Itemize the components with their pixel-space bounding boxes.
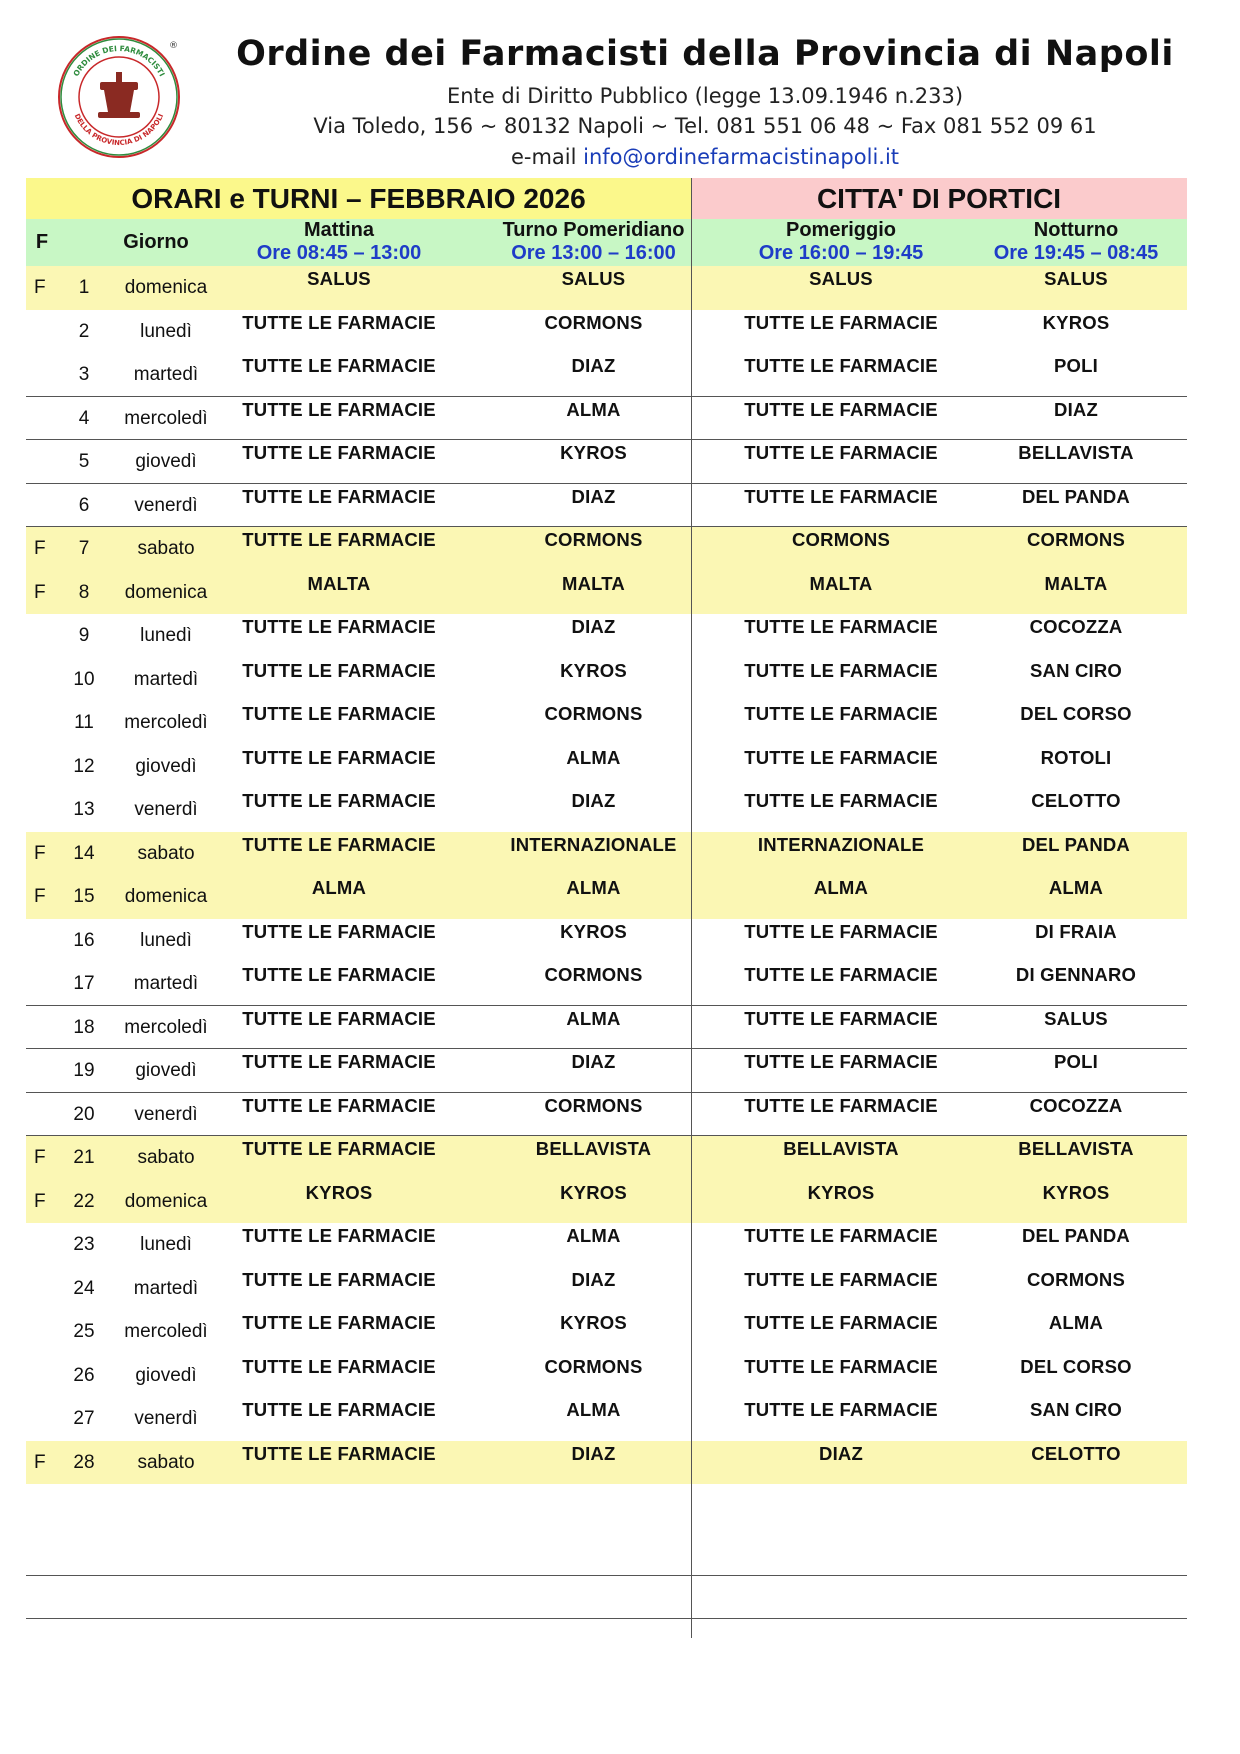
table-row (26, 1354, 1187, 1398)
table-row (26, 745, 1187, 789)
turno-pomeriggio: TUTTE LE FARMACIE (744, 485, 938, 507)
col-pomeridiano-hours: Ore 13:00 – 16:00 (511, 242, 676, 264)
table-row (26, 266, 1187, 310)
day-number: 27 (73, 1408, 95, 1429)
turno-pomeriggio: MALTA (809, 572, 873, 594)
turno-pomeridiano: DIAZ (571, 1442, 616, 1464)
turno-pomeriggio: TUTTE LE FARMACIE (744, 442, 938, 463)
col-notturno-label: Notturno (1033, 219, 1119, 241)
day-name: venerdì (134, 799, 198, 820)
table-row (26, 1267, 1187, 1311)
turno-notturno: DI FRAIA (1035, 920, 1117, 942)
turno-pomeriggio: KYROS (807, 1181, 875, 1203)
turno-mattina: TUTTE LE FARMACIE (242, 398, 436, 420)
turno-pomeridiano: MALTA (562, 572, 625, 594)
day-name: mercoledì (124, 1321, 208, 1342)
day-number: 8 (78, 581, 90, 603)
col-mattina-label: Mattina (304, 219, 374, 241)
turno-mattina: TUTTE LE FARMACIE (242, 1268, 436, 1290)
day-name: giovedì (135, 1060, 197, 1081)
col-pomeridiano-header (471, 219, 716, 266)
turno-notturno: KYROS (1042, 1181, 1110, 1203)
turno-pomeridiano: CORMONS (544, 529, 643, 550)
turno-pomeriggio: TUTTE LE FARMACIE (744, 920, 938, 942)
turno-pomeridiano: KYROS (560, 1312, 627, 1333)
col-mattina-hours: Ore 08:45 – 13:00 (256, 242, 422, 264)
day-number: 24 (73, 1277, 95, 1299)
day-number: 20 (73, 1103, 95, 1125)
table-row (26, 614, 1187, 658)
turno-mattina: TUTTE LE FARMACIE (242, 1007, 436, 1029)
col-pomeriggio-label: Pomeriggio (785, 219, 896, 241)
turno-pomeridiano: ALMA (566, 1007, 621, 1029)
day-number: 16 (73, 929, 95, 951)
turno-notturno: DEL CORSO (1020, 703, 1132, 724)
turno-notturno: COCOZZA (1029, 1094, 1123, 1116)
turno-pomeriggio: TUTTE LE FARMACIE (744, 790, 938, 811)
day-name: giovedì (135, 755, 197, 777)
turno-mattina: TUTTE LE FARMACIE (242, 703, 436, 724)
turno-notturno: SAN CIRO (1029, 1399, 1123, 1420)
table-row (26, 1310, 1187, 1354)
email-link[interactable]: info@ordinefarmacistinapoli.it (583, 145, 900, 169)
festivo-flag: F (34, 886, 46, 907)
turno-pomeriggio: CORMONS (791, 529, 890, 550)
day-name: giovedì (135, 1364, 197, 1386)
table-row (26, 1006, 1187, 1050)
col-pomeriggio-hours: Ore 16:00 – 19:45 (758, 242, 924, 264)
turno-notturno: CORMONS (1026, 1268, 1125, 1290)
col-pomeridiano-label: Turno Pomeridiano (502, 219, 685, 241)
day-name: domenica (124, 581, 208, 603)
col-notturno-hours: Ore 19:45 – 08:45 (993, 242, 1159, 264)
day-name: mercoledì (124, 712, 208, 733)
col-mattina-header (226, 219, 452, 266)
table-row (26, 440, 1187, 484)
turno-pomeridiano: DIAZ (571, 485, 616, 507)
day-name: giovedì (135, 451, 197, 472)
table-row (26, 875, 1187, 919)
col-pomeriggio-header (716, 219, 966, 266)
col-notturno-header (966, 219, 1186, 266)
day-number: 21 (73, 1147, 95, 1168)
turno-mattina: TUTTE LE FARMACIE (242, 659, 436, 681)
turno-pomeridiano: BELLAVISTA (535, 1138, 652, 1159)
turno-pomeriggio: TUTTE LE FARMACIE (744, 746, 938, 768)
turno-notturno: COCOZZA (1029, 616, 1123, 637)
turno-notturno: CELOTTO (1031, 790, 1121, 811)
turno-pomeriggio: TUTTE LE FARMACIE (744, 1225, 938, 1246)
turno-notturno: POLI (1054, 355, 1098, 376)
day-name: lunedì (140, 625, 192, 646)
turno-pomeriggio: TUTTE LE FARMACIE (744, 703, 938, 724)
turno-mattina: TUTTE LE FARMACIE (242, 964, 436, 985)
turno-notturno: DEL CORSO (1020, 1355, 1132, 1377)
turno-pomeridiano: CORMONS (544, 1094, 643, 1116)
turno-mattina: ALMA (311, 877, 367, 898)
table-row (26, 527, 1187, 571)
turno-mattina: TUTTE LE FARMACIE (242, 833, 436, 855)
table-end-line (26, 1618, 1187, 1619)
turno-mattina: TUTTE LE FARMACIE (242, 790, 436, 811)
turno-pomeriggio: SALUS (809, 268, 873, 289)
banner-city: CITTA' DI PORTICI (691, 178, 1187, 219)
day-number: 23 (73, 1234, 95, 1255)
col-giorno-header: Giorno (123, 231, 189, 253)
day-name: sabato (137, 1147, 195, 1168)
table-row (26, 832, 1187, 876)
festivo-flag: F (34, 1451, 46, 1473)
email-line (200, 145, 1210, 169)
festivo-flag: F (34, 1147, 46, 1168)
turno-pomeriggio: DIAZ (819, 1442, 863, 1464)
turno-pomeriggio: TUTTE LE FARMACIE (744, 1051, 938, 1072)
day-number: 10 (73, 668, 95, 690)
table-row (26, 353, 1187, 397)
turno-pomeridiano: DIAZ (571, 1051, 616, 1072)
turno-pomeriggio: TUTTE LE FARMACIE (744, 964, 938, 985)
table-row (26, 1136, 1187, 1180)
day-name: venerdì (134, 1408, 198, 1429)
turno-mattina: TUTTE LE FARMACIE (242, 529, 436, 550)
day-name: martedì (133, 364, 199, 385)
banner-month: ORARI e TURNI – FEBBRAIO 2026 (26, 178, 691, 219)
festivo-flag: F (34, 581, 46, 603)
turno-mattina: TUTTE LE FARMACIE (242, 1442, 436, 1464)
day-number: 11 (74, 712, 94, 733)
turno-pomeridiano: DIAZ (571, 790, 616, 811)
turno-pomeridiano: KYROS (560, 442, 627, 463)
page-title: Ordine dei Farmacisti della Provincia di Napoli (236, 34, 1174, 74)
turno-mattina: MALTA (307, 572, 371, 594)
turno-mattina: TUTTE LE FARMACIE (242, 1355, 436, 1377)
turno-mattina: TUTTE LE FARMACIE (242, 485, 436, 507)
day-number: 26 (73, 1364, 95, 1386)
festivo-flag: F (34, 277, 46, 298)
day-number: 12 (73, 755, 95, 777)
table-row (26, 1397, 1187, 1441)
day-name: sabato (137, 842, 195, 864)
turno-pomeriggio: TUTTE LE FARMACIE (744, 1007, 938, 1029)
turno-mattina: TUTTE LE FARMACIE (242, 1225, 436, 1246)
day-number: 6 (78, 494, 90, 516)
turno-mattina: TUTTE LE FARMACIE (242, 1051, 436, 1072)
svg-text:DELLA PROVINCIA DI NAPOLI: DELLA PROVINCIA DI NAPOLI (72, 112, 166, 148)
table-row (26, 1441, 1187, 1485)
turno-mattina: KYROS (305, 1181, 373, 1203)
turno-pomeriggio: TUTTE LE FARMACIE (744, 355, 938, 376)
turno-pomeridiano: CORMONS (544, 964, 643, 985)
turno-mattina: TUTTE LE FARMACIE (242, 355, 436, 376)
subtitle: Ente di Diritto Pubblico (legge 13.09.1946 n.233) (446, 84, 964, 108)
table-row (26, 919, 1187, 963)
column-divider (691, 178, 692, 1638)
turno-notturno: ALMA (1048, 1312, 1104, 1333)
ordine-farmacisti-logo (56, 34, 182, 160)
turno-pomeridiano: CORMONS (544, 1355, 643, 1377)
turno-pomeridiano: ALMA (566, 1225, 621, 1246)
turno-pomeriggio: TUTTE LE FARMACIE (744, 1312, 938, 1333)
turno-notturno: CELOTTO (1031, 1442, 1121, 1464)
day-name: martedì (133, 973, 199, 994)
turno-notturno: CORMONS (1026, 529, 1125, 550)
turno-pomeriggio: ALMA (813, 877, 869, 898)
turno-pomeridiano: DIAZ (571, 355, 616, 376)
turno-pomeriggio: TUTTE LE FARMACIE (744, 1399, 938, 1420)
day-name: lunedì (140, 1234, 192, 1255)
table-row (26, 571, 1187, 615)
turno-pomeridiano: ALMA (566, 746, 621, 768)
day-number: 2 (78, 320, 90, 342)
day-number: 17 (73, 973, 95, 994)
day-name: domenica (124, 277, 208, 298)
schedule-rows (26, 266, 1187, 1484)
turno-pomeridiano: INTERNAZIONALE (510, 833, 677, 855)
turno-pomeriggio: TUTTE LE FARMACIE (744, 1094, 938, 1116)
day-name: sabato (137, 1451, 195, 1473)
svg-text:ORDINE DEI FARMACISTI: ORDINE DEI FARMACISTI (71, 43, 167, 78)
turno-notturno: ALMA (1048, 877, 1104, 898)
turno-pomeriggio: TUTTE LE FARMACIE (744, 398, 938, 420)
turno-pomeridiano: CORMONS (544, 311, 643, 333)
day-name: domenica (124, 1190, 208, 1212)
festivo-flag: F (34, 842, 46, 864)
day-name: venerdì (134, 494, 198, 516)
day-name: lunedì (140, 320, 192, 342)
turno-pomeriggio: TUTTE LE FARMACIE (744, 1268, 938, 1290)
turno-pomeridiano: CORMONS (544, 703, 643, 724)
table-row (26, 962, 1187, 1006)
turno-mattina: TUTTE LE FARMACIE (242, 442, 436, 463)
email-label: e-mail (510, 145, 584, 169)
turno-notturno: DEL PANDA (1021, 833, 1130, 855)
turno-notturno: DEL PANDA (1021, 1225, 1130, 1246)
day-number: 3 (78, 364, 90, 385)
table-row (26, 701, 1187, 745)
address: Via Toledo, 156 ~ 80132 Napoli ~ Tel. 081 551 06 48 ~ Fax 081 552 09 61 (313, 114, 1097, 138)
day-number: 5 (78, 451, 90, 472)
day-name: mercoledì (124, 1016, 208, 1038)
festivo-flag: F (34, 1190, 46, 1212)
turno-notturno: ROTOLI (1040, 746, 1112, 768)
day-name: mercoledì (124, 407, 208, 429)
turno-mattina: TUTTE LE FARMACIE (242, 746, 436, 768)
table-row (26, 310, 1187, 354)
turno-mattina: TUTTE LE FARMACIE (242, 920, 436, 942)
turno-pomeridiano: ALMA (566, 877, 621, 898)
day-name: domenica (124, 886, 208, 907)
table-row (26, 484, 1187, 528)
turno-mattina: TUTTE LE FARMACIE (242, 1312, 436, 1333)
day-number: 4 (78, 407, 90, 429)
turno-mattina: TUTTE LE FARMACIE (242, 616, 436, 637)
turno-mattina: TUTTE LE FARMACIE (242, 1399, 436, 1420)
festivo-flag: F (34, 538, 46, 559)
table-row (26, 788, 1187, 832)
col-f-header: F (35, 231, 49, 253)
table-row (26, 1093, 1187, 1137)
turno-pomeridiano: DIAZ (571, 1268, 616, 1290)
day-number: 13 (73, 799, 95, 820)
turno-pomeriggio: TUTTE LE FARMACIE (744, 311, 938, 333)
table-end-line (26, 1575, 1187, 1576)
table-row (26, 1180, 1187, 1224)
turno-pomeridiano: KYROS (560, 920, 627, 942)
table-row (26, 1049, 1187, 1093)
day-number: 9 (78, 625, 90, 646)
day-name: sabato (137, 538, 195, 559)
turno-pomeridiano: ALMA (566, 1399, 621, 1420)
turno-notturno: MALTA (1044, 572, 1108, 594)
table-row (26, 1223, 1187, 1267)
day-number: 14 (73, 842, 95, 864)
turno-pomeridiano: DIAZ (571, 616, 616, 637)
day-name: venerdì (134, 1103, 198, 1125)
day-number: 18 (73, 1016, 95, 1038)
table-row (26, 658, 1187, 702)
day-number: 22 (73, 1190, 95, 1212)
turno-mattina: TUTTE LE FARMACIE (242, 311, 436, 333)
turno-notturno: DEL PANDA (1021, 485, 1130, 507)
day-number: 15 (73, 886, 95, 907)
turno-notturno: DIAZ (1054, 398, 1098, 420)
turno-pomeridiano: KYROS (560, 659, 627, 681)
turno-notturno: BELLAVISTA (1018, 442, 1134, 463)
table-row (26, 397, 1187, 441)
day-number: 7 (78, 538, 90, 559)
turno-pomeriggio: TUTTE LE FARMACIE (744, 616, 938, 637)
day-name: martedì (133, 668, 199, 690)
day-name: martedì (133, 1277, 199, 1299)
turno-notturno: BELLAVISTA (1018, 1138, 1134, 1159)
turno-notturno: SAN CIRO (1029, 659, 1123, 681)
day-name: lunedì (140, 929, 192, 951)
turno-mattina: TUTTE LE FARMACIE (242, 1138, 436, 1159)
turno-notturno: KYROS (1042, 311, 1110, 333)
turno-pomeridiano: ALMA (566, 398, 621, 420)
day-number: 28 (73, 1451, 95, 1473)
turno-pomeriggio: TUTTE LE FARMACIE (744, 659, 938, 681)
turno-pomeriggio: TUTTE LE FARMACIE (744, 1355, 938, 1377)
turno-notturno: POLI (1054, 1051, 1098, 1072)
turno-notturno: SALUS (1044, 268, 1108, 289)
svg-text:®: ® (169, 41, 178, 51)
turno-pomeridiano: KYROS (560, 1181, 627, 1203)
day-number: 25 (73, 1321, 95, 1342)
turno-mattina: TUTTE LE FARMACIE (242, 1094, 436, 1116)
turno-notturno: DI GENNARO (1015, 964, 1137, 985)
turno-pomeridiano: SALUS (561, 268, 626, 289)
turno-mattina: SALUS (307, 268, 371, 289)
day-number: 19 (73, 1060, 95, 1081)
day-number: 1 (78, 277, 90, 298)
turno-pomeriggio: INTERNAZIONALE (757, 833, 925, 855)
turno-pomeriggio: BELLAVISTA (783, 1138, 899, 1159)
turno-notturno: SALUS (1044, 1007, 1108, 1029)
